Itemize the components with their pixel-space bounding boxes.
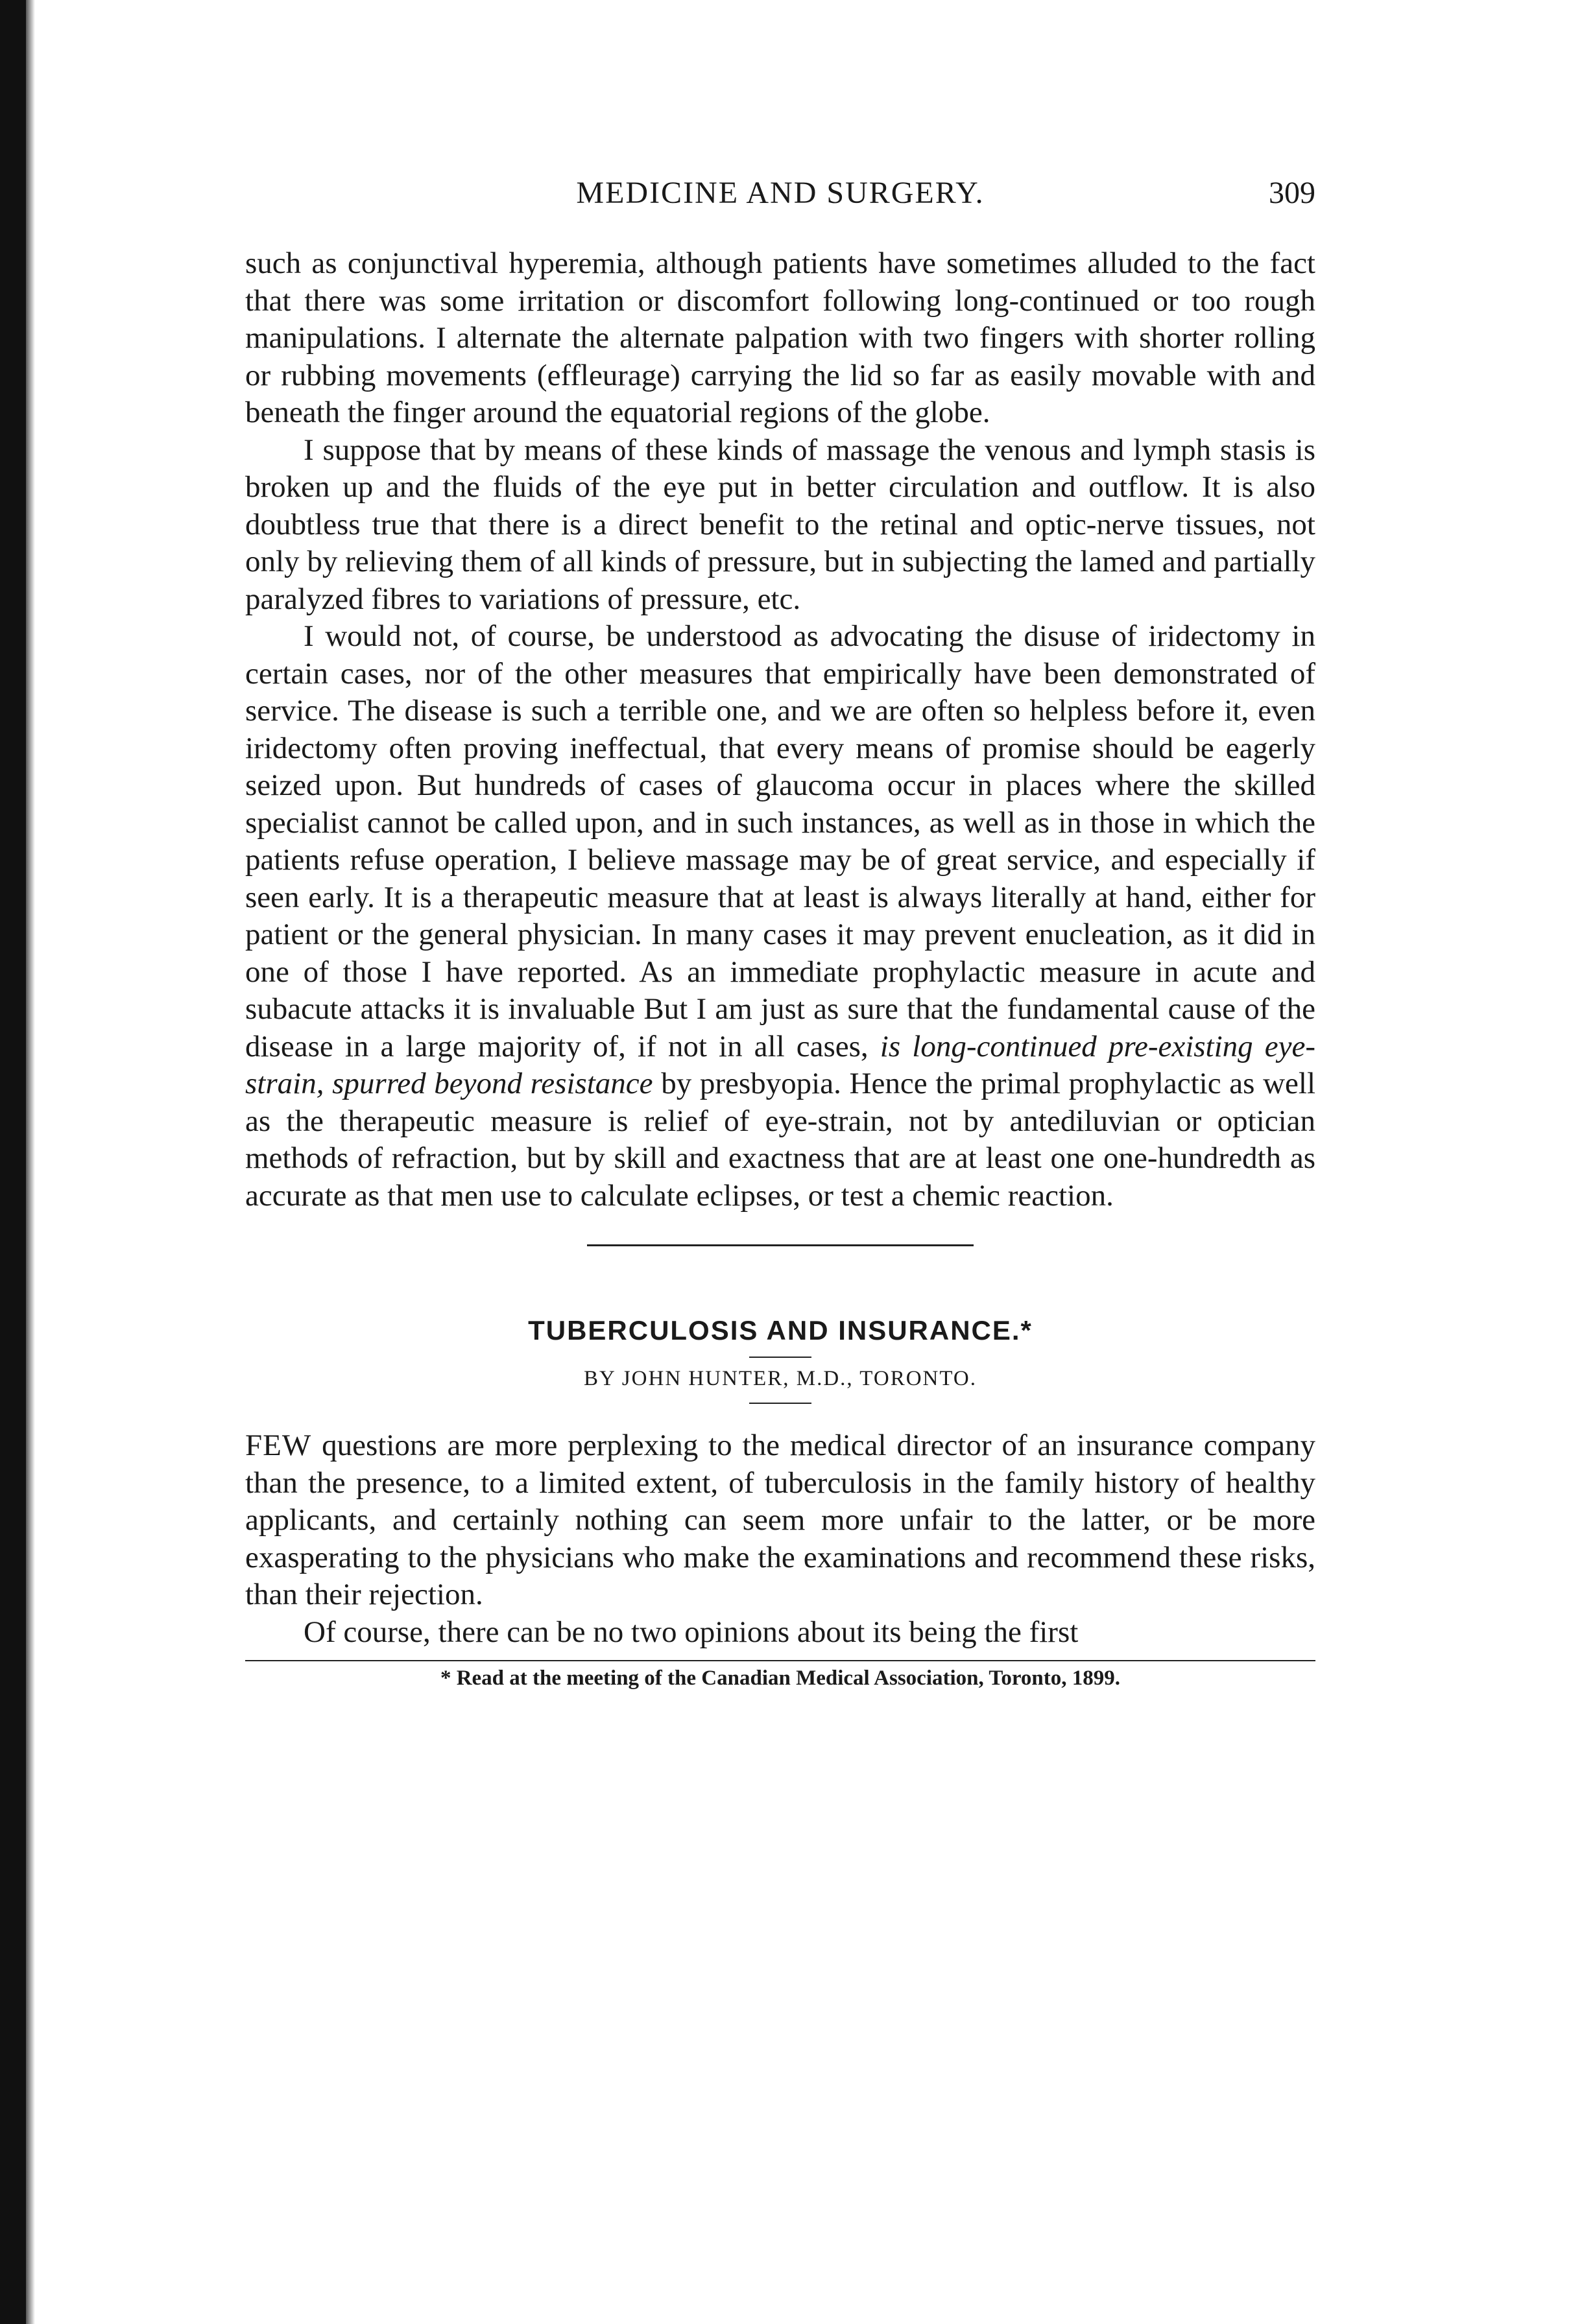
body-paragraph-1: such as conjunctival hyperemia, although patients have sometimes alluded to the fact that there was some irritation or discomfort following long-continued or too rough manipulations. I alternate the alternate palpation with two fingers with shorter rolling or rubbing movements (effleurage) carrying the lid so far as easily movable with and beneath the finger around the equatorial regions of the globe. <box>245 246 1315 429</box>
article-title: TUBERCULOSIS AND INSURANCE.* <box>528 1315 1033 1346</box>
book-page <box>245 175 1315 2250</box>
running-head <box>245 175 1315 227</box>
footnote: * Read at the meeting of the Canadian Medical Association, Toronto, 1899. <box>440 1666 1121 1690</box>
section-divider <box>587 1244 974 1246</box>
article-first-word: FEW <box>245 1429 312 1462</box>
italic-phrase: is long-continued pre-existing eye-strain, spurred beyond resistance <box>245 1029 1315 1100</box>
article-paragraph-1 <box>245 1427 1315 1614</box>
binding-edge <box>0 0 26 2324</box>
body-paragraph-3 <box>245 618 1315 1215</box>
body-paragraph-2: I suppose that by means of these kinds of massage the venous and lymph stasis is broken up and the fluids of the eye put in better circulation and outflow. It is also doubtless true that there is a direct benefit to the retinal and optic-nerve tissues, not only by relieving them of all kinds of pressure, but in subjecting the lamed and partially paralyzed fibres to variations of pressure, etc. <box>245 433 1315 616</box>
page-number: 309 <box>1269 176 1315 210</box>
article-byline: BY JOHN HUNTER, M.D., TORONTO. <box>583 1367 977 1390</box>
binding-edge-shadow <box>26 0 35 2324</box>
body-paragraph-3-end: by presbyopia. Hence the primal prophylactic as well as the therapeutic measure is relief of eye-strain, not by antediluvian or optician methods of refraction, but by skill and exactness that are at least one one-hundredth as accurate as that men use to calculate eclipses, or test a chemic reaction. <box>245 1067 1316 1213</box>
byline-rule <box>749 1403 811 1404</box>
footnote-rule <box>245 1660 1315 1661</box>
article-paragraph-1-text: questions are more perplexing to the medical director of an insurance company than the presence, to a limited extent, of tuberculosis in the family history of healthy applicants, and certainly nothing can seem more unfair to the latter, or be more exasperating to the physicians who make the examinations and recommend these risks, than their rejection. <box>245 1429 1315 1611</box>
article-paragraph-2: Of course, there can be no two opinions about its being the first <box>304 1615 1079 1649</box>
title-rule <box>749 1357 811 1358</box>
body-paragraph-3-text: I would not, of course, be understood as advocating the disuse of iridectomy in certain cases, nor of the other measures that empirically have been demonstrated of service. The disease is such a terrible one, and we are often so helpless before it, even iridectomy often proving ineffectual, that every means of promise should be eagerly seized upon. But hundreds of cases of glaucoma occur in places where the skilled specialist cannot be called upon, and in such instances, as well as in those in which the patients refuse operation, I believe massage may be of great service, and especially if seen early. It is a therapeutic measure that at least is always literally at hand, either for patient or the general physician. In many cases it may prevent enucleation, as it did in one of those I have reported. As an immediate prophylactic measure in acute and subacute attacks it is invaluable But I am just as sure that the fundamental cause of the disease in a large majority of, if not in all cases, <box>245 619 1315 1063</box>
running-title: MEDICINE AND SURGERY. <box>576 176 985 210</box>
